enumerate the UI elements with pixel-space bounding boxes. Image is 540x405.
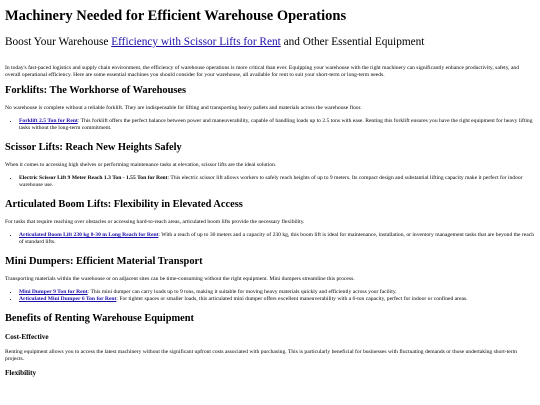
list-item (19, 232, 535, 246)
subtitle-suffix: and Other Essential Equipment (280, 36, 425, 48)
list-item-text: : This electric scissor lift allows workers to safely reach heights of up to 9 meters. Its compact design and substantial lifting capacity make it perfect for indoor warehouse use. (19, 175, 523, 188)
page-title: Machinery Needed for Efficient Warehouse Operations (5, 8, 347, 24)
boom-lift-rent-link[interactable]: Articulated Boom Lift 230 kg 8-30 m Long Reach for Rent (19, 232, 159, 238)
subtitle-prefix: Boost Your Warehouse (5, 36, 112, 48)
scissor-lifts-text: When it comes to accessing high shelves or performing maintenance tasks at elevation, scissor lifts are the ideal solution. (5, 162, 277, 168)
boom-lifts-text: For tasks that require reaching over obstacles or accessing hard-to-reach areas, articulated boom lifts provide the necessary flexibility. (5, 219, 305, 225)
cost-effective-text: Renting equipment allows you to access the latest machinery without the significant upfront costs associated with purchasing. This is particularly beneficial for businesses with fluctuating demands or those undertaking short-term projects. (5, 349, 517, 362)
mini-dumpers-list (5, 289, 535, 303)
list-item (19, 296, 535, 303)
mini-dumpers-heading: Mini Dumpers: Efficient Material Transport (5, 256, 203, 267)
list-item-text: : This forklift offers the perfect balance between power and maneuverability, capable of handling loads up to 2.5 tons with ease. Renting this forklift ensures you have the right equipment for heavy lifting tasks without the long-term commitment. (19, 118, 533, 131)
scissor-lift-product: Electric Scissor Lift 9 Meter Reach 1.3 Ton - 1.55 Ton for Rent (19, 175, 168, 181)
boom-lifts-list (5, 232, 535, 246)
list-item (19, 289, 535, 296)
list-item-text: : With a reach of up to 30 meters and a capacity of 230 kg, this boom lift is ideal for maintenance, installation, or inventory management tasks that are beyond the reach of standard lifts. (19, 232, 535, 245)
benefits-heading: Benefits of Renting Warehouse Equipment (5, 313, 194, 324)
cost-effective-heading: Cost-Effective (5, 333, 49, 341)
forklifts-list (5, 118, 535, 132)
list-item (19, 175, 535, 189)
forklift-rent-link[interactable]: Forklift 2.5 Ton for Rent (19, 118, 78, 124)
intro-paragraph: In today's fast-paced logistics and supply chain environment, the efficiency of warehouse operations is more critical than ever. Equipping your warehouse with the right machinery can significantly enhance productivity, safety, and overall operational efficiency. Here are some essential machines you should consider for your warehouse, all available for rent to suit your short-term or long-term needs. (5, 65, 520, 78)
articulated-mini-dumper-rent-link[interactable]: Articulated Mini Dumper 6 Ton for Rent (19, 296, 117, 302)
scissor-lifts-link[interactable]: Efficiency with Scissor Lifts for Rent (111, 36, 281, 48)
scissor-lifts-heading: Scissor Lifts: Reach New Heights Safely (5, 142, 182, 153)
mini-dumper-rent-link[interactable]: Mini Dumper 9 Ton for Rent (19, 289, 88, 295)
page-subtitle (5, 35, 535, 49)
list-item (19, 118, 535, 132)
mini-dumpers-text: Transporting materials within the warehouse or on adjacent sites can be time-consuming without the right equipment. Mini dumpers streamline this process. (5, 276, 355, 282)
scissor-lifts-list (5, 175, 535, 189)
flexibility-heading: Flexibility (5, 369, 37, 377)
boom-lifts-heading: Articulated Boom Lifts: Flexibility in Elevated Access (5, 199, 243, 210)
list-item-text: : This mini dumper can carry loads up to 9 tons, making it suitable for moving heavy materials quickly and efficiently across your facility. (87, 289, 397, 295)
forklifts-heading: Forklifts: The Workhorse of Warehouses (5, 85, 187, 96)
forklifts-text: No warehouse is complete without a reliable forklift. They are indispensable for lifting and transporting heavy pallets and materials across the warehouse floor. (5, 105, 362, 111)
list-item-text: : For tighter spaces or smaller loads, this articulated mini dumper offers excellent maneuverability with a 6-ton capacity, perfect for indoor or confined areas. (116, 296, 468, 302)
